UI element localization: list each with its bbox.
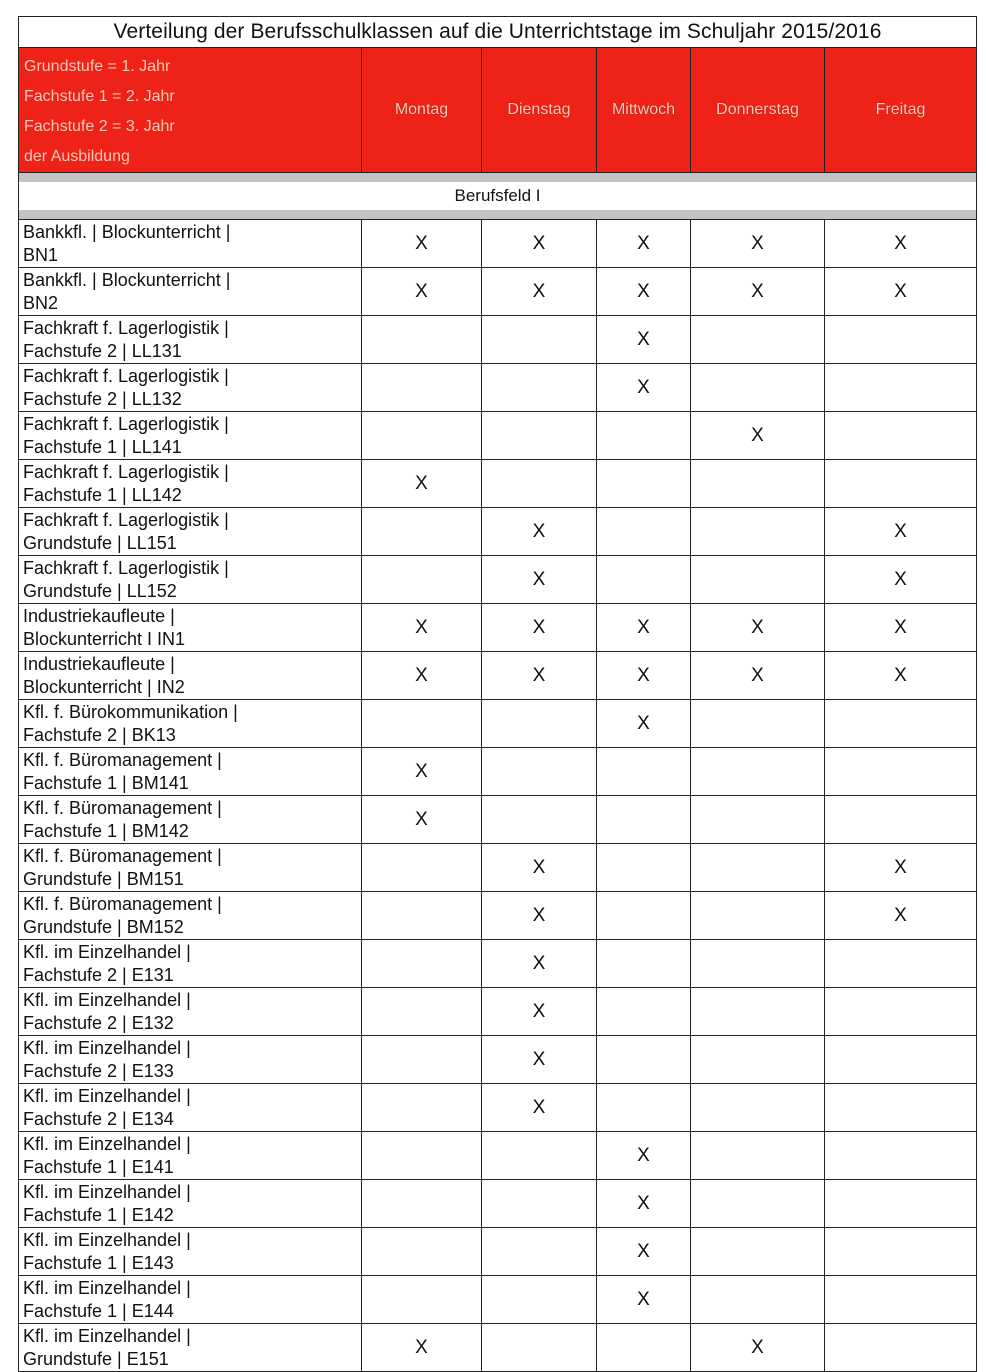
- day-mark-cell: X: [597, 1180, 691, 1228]
- day-mark-cell: [362, 1180, 482, 1228]
- table-row: [19, 844, 977, 892]
- class-name-cell: [19, 652, 362, 700]
- class-name-cell: [19, 1132, 362, 1180]
- section-label: Berufsfeld I: [454, 186, 541, 205]
- table-row: [19, 1276, 977, 1324]
- class-name-cell: [19, 604, 362, 652]
- class-name-cell: [19, 364, 362, 412]
- day-mark-cell: [691, 460, 825, 508]
- day-mark-cell: [825, 748, 977, 796]
- legend-line: der Ausbildung: [24, 148, 130, 165]
- class-name-cell: [19, 1036, 362, 1084]
- class-code-line: BN2: [23, 293, 59, 313]
- day-mark-cell: [482, 1324, 597, 1372]
- day-mark-cell: [362, 412, 482, 460]
- day-mark-cell: X: [597, 700, 691, 748]
- day-mark-cell: X: [362, 604, 482, 652]
- day-mark-cell: [597, 460, 691, 508]
- day-mark-cell: [691, 1276, 825, 1324]
- day-mark-cell: X: [362, 1324, 482, 1372]
- class-name-line: Kfl. im Einzelhandel |: [23, 1086, 191, 1106]
- class-code-line: Fachstufe 2 | LL131: [23, 341, 182, 361]
- day-mark-cell: [825, 1324, 977, 1372]
- class-name-line: Kfl. im Einzelhandel |: [23, 990, 191, 1010]
- day-mark-cell: [597, 1324, 691, 1372]
- class-name-cell: [19, 1228, 362, 1276]
- day-mark-cell: X: [597, 316, 691, 364]
- class-name-line: Kfl. im Einzelhandel |: [23, 1326, 191, 1346]
- page-title: Verteilung der Berufsschulklassen auf die Unterrichtstage im Schuljahr 2015/2016: [19, 17, 977, 48]
- day-mark-cell: X: [482, 1036, 597, 1084]
- day-mark-cell: X: [362, 460, 482, 508]
- class-name-line: Fachkraft f. Lagerlogistik |: [23, 414, 229, 434]
- class-name-cell: [19, 1180, 362, 1228]
- day-mark-cell: X: [482, 604, 597, 652]
- class-code-line: Fachstufe 1 | LL142: [23, 485, 182, 505]
- day-mark-cell: [691, 556, 825, 604]
- day-mark-cell: [362, 1036, 482, 1084]
- day-mark-cell: [362, 556, 482, 604]
- day-mark-cell: X: [597, 1276, 691, 1324]
- day-mark-cell: X: [362, 796, 482, 844]
- class-name-cell: [19, 556, 362, 604]
- class-name-line: Bankkfl. | Blockunterricht |: [23, 222, 231, 242]
- day-mark-cell: X: [362, 748, 482, 796]
- day-mark-cell: [362, 940, 482, 988]
- day-mark-cell: [691, 748, 825, 796]
- day-mark-cell: [825, 940, 977, 988]
- table-row: [19, 1036, 977, 1084]
- day-mark-cell: [362, 316, 482, 364]
- day-mark-cell: [825, 412, 977, 460]
- class-name-cell: [19, 796, 362, 844]
- table-row: [19, 268, 977, 316]
- day-mark-cell: [597, 1036, 691, 1084]
- day-header-donnerstag: Donnerstag: [691, 48, 825, 173]
- day-mark-cell: [825, 364, 977, 412]
- day-mark-cell: [597, 508, 691, 556]
- day-mark-cell: [482, 1132, 597, 1180]
- table-row: [19, 412, 977, 460]
- class-code-line: Blockunterricht I IN1: [23, 629, 186, 649]
- day-mark-cell: [825, 316, 977, 364]
- day-mark-cell: X: [597, 220, 691, 268]
- day-mark-cell: X: [825, 604, 977, 652]
- table-row: [19, 364, 977, 412]
- section-band: [19, 173, 976, 219]
- class-code-line: BN1: [23, 245, 59, 265]
- day-mark-cell: X: [825, 556, 977, 604]
- class-code-line: Grundstufe | LL152: [23, 581, 177, 601]
- title-row: [19, 17, 977, 48]
- day-mark-cell: X: [362, 268, 482, 316]
- day-mark-cell: [691, 364, 825, 412]
- class-name-line: Kfl. im Einzelhandel |: [23, 1038, 191, 1058]
- class-name-cell: [19, 460, 362, 508]
- table-row: [19, 796, 977, 844]
- day-mark-cell: [597, 844, 691, 892]
- day-mark-cell: [482, 412, 597, 460]
- table-row: [19, 1132, 977, 1180]
- class-name-line: Fachkraft f. Lagerlogistik |: [23, 462, 229, 482]
- day-mark-cell: X: [482, 1084, 597, 1132]
- day-mark-cell: [597, 940, 691, 988]
- day-mark-cell: [691, 1132, 825, 1180]
- day-mark-cell: [482, 1228, 597, 1276]
- class-code-line: Fachstufe 2 | E131: [23, 965, 174, 985]
- legend-line: Grundstufe = 1. Jahr: [24, 58, 171, 75]
- legend-line: Fachstufe 2 = 3. Jahr: [24, 118, 175, 135]
- day-mark-cell: X: [825, 268, 977, 316]
- day-mark-cell: [482, 1180, 597, 1228]
- day-mark-cell: [362, 700, 482, 748]
- class-code-line: Grundstufe | BM151: [23, 869, 184, 889]
- class-name-cell: [19, 748, 362, 796]
- schedule-sheet: [18, 16, 976, 1372]
- day-mark-cell: X: [691, 652, 825, 700]
- day-mark-cell: X: [825, 652, 977, 700]
- class-code-line: Fachstufe 2 | E134: [23, 1109, 174, 1129]
- table-row: [19, 940, 977, 988]
- day-mark-cell: X: [691, 268, 825, 316]
- class-name-line: Kfl. f. Büromanagement |: [23, 750, 222, 770]
- day-mark-cell: [691, 1228, 825, 1276]
- day-mark-cell: X: [482, 508, 597, 556]
- table-row: [19, 1180, 977, 1228]
- class-name-line: Kfl. f. Büromanagement |: [23, 798, 222, 818]
- class-name-line: Kfl. im Einzelhandel |: [23, 1134, 191, 1154]
- day-mark-cell: X: [482, 844, 597, 892]
- day-mark-cell: X: [691, 412, 825, 460]
- class-name-cell: [19, 700, 362, 748]
- day-mark-cell: X: [597, 1132, 691, 1180]
- day-mark-cell: [482, 1276, 597, 1324]
- day-mark-cell: X: [482, 220, 597, 268]
- class-name-line: Fachkraft f. Lagerlogistik |: [23, 558, 229, 578]
- day-mark-cell: [362, 1276, 482, 1324]
- day-mark-cell: [691, 844, 825, 892]
- class-code-line: Grundstufe | E151: [23, 1349, 169, 1369]
- class-name-line: Industriekaufleute |: [23, 654, 175, 674]
- table-row: [19, 1228, 977, 1276]
- day-mark-cell: [597, 1084, 691, 1132]
- day-mark-cell: X: [691, 220, 825, 268]
- day-header-dienstag: Dienstag: [482, 48, 597, 173]
- day-mark-cell: [362, 892, 482, 940]
- table-row: [19, 556, 977, 604]
- class-name-line: Kfl. im Einzelhandel |: [23, 1182, 191, 1202]
- day-mark-cell: [597, 412, 691, 460]
- day-mark-cell: [825, 460, 977, 508]
- class-name-cell: [19, 940, 362, 988]
- day-mark-cell: [825, 700, 977, 748]
- class-name-cell: [19, 412, 362, 460]
- day-mark-cell: [825, 1276, 977, 1324]
- legend-cell: [19, 48, 362, 173]
- day-mark-cell: [691, 1036, 825, 1084]
- day-mark-cell: [362, 1228, 482, 1276]
- class-name-line: Fachkraft f. Lagerlogistik |: [23, 366, 229, 386]
- section-band-top: [19, 173, 976, 182]
- section-cell: [19, 173, 977, 220]
- day-mark-cell: [825, 1036, 977, 1084]
- class-code-line: Grundstufe | BM152: [23, 917, 184, 937]
- day-mark-cell: X: [482, 556, 597, 604]
- class-name-line: Fachkraft f. Lagerlogistik |: [23, 318, 229, 338]
- class-code-line: Fachstufe 1 | E141: [23, 1157, 174, 1177]
- day-mark-cell: [597, 892, 691, 940]
- day-mark-cell: X: [597, 268, 691, 316]
- class-name-cell: [19, 1324, 362, 1372]
- day-mark-cell: [597, 988, 691, 1036]
- class-code-line: Fachstufe 2 | LL132: [23, 389, 182, 409]
- day-mark-cell: X: [482, 652, 597, 700]
- day-mark-cell: X: [482, 988, 597, 1036]
- table-row: [19, 508, 977, 556]
- day-mark-cell: [362, 1084, 482, 1132]
- table-row: [19, 988, 977, 1036]
- day-mark-cell: [825, 1228, 977, 1276]
- table-row: [19, 652, 977, 700]
- class-name-cell: [19, 268, 362, 316]
- day-mark-cell: [691, 1084, 825, 1132]
- day-mark-cell: [482, 364, 597, 412]
- class-name-cell: [19, 1084, 362, 1132]
- header-row: [19, 48, 977, 173]
- day-mark-cell: X: [691, 1324, 825, 1372]
- day-header-mittwoch: Mittwoch: [597, 48, 691, 173]
- table-row: [19, 1324, 977, 1372]
- day-mark-cell: X: [691, 604, 825, 652]
- schedule-table-body: [19, 17, 977, 1372]
- day-mark-cell: [362, 364, 482, 412]
- class-code-line: Fachstufe 1 | LL141: [23, 437, 182, 457]
- section-row: [19, 173, 977, 220]
- class-code-line: Fachstufe 1 | BM142: [23, 821, 189, 841]
- schedule-table: [18, 16, 977, 1372]
- day-mark-cell: X: [825, 892, 977, 940]
- day-mark-cell: [825, 1180, 977, 1228]
- day-mark-cell: [362, 844, 482, 892]
- day-mark-cell: X: [597, 604, 691, 652]
- day-mark-cell: [825, 1084, 977, 1132]
- class-code-line: Fachstufe 2 | E132: [23, 1013, 174, 1033]
- day-mark-cell: [597, 556, 691, 604]
- day-mark-cell: X: [597, 652, 691, 700]
- legend-line: Fachstufe 1 = 2. Jahr: [24, 88, 175, 105]
- class-name-cell: [19, 844, 362, 892]
- class-code-line: Fachstufe 2 | E133: [23, 1061, 174, 1081]
- class-code-line: Fachstufe 2 | BK13: [23, 725, 176, 745]
- day-mark-cell: [691, 700, 825, 748]
- day-mark-cell: X: [597, 1228, 691, 1276]
- class-name-cell: [19, 892, 362, 940]
- day-mark-cell: X: [825, 844, 977, 892]
- class-code-line: Grundstufe | LL151: [23, 533, 177, 553]
- class-name-cell: [19, 316, 362, 364]
- class-name-line: Fachkraft f. Lagerlogistik |: [23, 510, 229, 530]
- class-name-cell: [19, 988, 362, 1036]
- class-name-cell: [19, 1276, 362, 1324]
- day-mark-cell: X: [362, 220, 482, 268]
- day-mark-cell: [691, 796, 825, 844]
- day-mark-cell: [482, 316, 597, 364]
- day-mark-cell: [825, 1132, 977, 1180]
- table-row: [19, 604, 977, 652]
- class-code-line: Fachstufe 1 | E142: [23, 1205, 174, 1225]
- day-mark-cell: X: [482, 940, 597, 988]
- day-mark-cell: [691, 1180, 825, 1228]
- class-name-line: Bankkfl. | Blockunterricht |: [23, 270, 231, 290]
- table-row: [19, 220, 977, 268]
- day-mark-cell: [691, 892, 825, 940]
- class-name-line: Industriekaufleute |: [23, 606, 175, 626]
- class-code-line: Fachstufe 1 | E144: [23, 1301, 174, 1321]
- day-mark-cell: [597, 796, 691, 844]
- day-mark-cell: [825, 988, 977, 1036]
- day-mark-cell: X: [482, 268, 597, 316]
- table-row: [19, 700, 977, 748]
- day-mark-cell: [597, 748, 691, 796]
- class-code-line: Fachstufe 1 | E143: [23, 1253, 174, 1273]
- table-row: [19, 892, 977, 940]
- class-code-line: Fachstufe 1 | BM141: [23, 773, 189, 793]
- day-mark-cell: X: [825, 508, 977, 556]
- day-mark-cell: [825, 796, 977, 844]
- day-mark-cell: X: [597, 364, 691, 412]
- day-mark-cell: X: [482, 892, 597, 940]
- day-mark-cell: [362, 508, 482, 556]
- class-name-line: Kfl. f. Büromanagement |: [23, 894, 222, 914]
- class-name-line: Kfl. im Einzelhandel |: [23, 1230, 191, 1250]
- day-header-montag: Montag: [362, 48, 482, 173]
- class-name-line: Kfl. f. Büromanagement |: [23, 846, 222, 866]
- table-row: [19, 316, 977, 364]
- day-mark-cell: [482, 460, 597, 508]
- table-row: [19, 1084, 977, 1132]
- table-row: [19, 460, 977, 508]
- day-mark-cell: [482, 796, 597, 844]
- day-mark-cell: [362, 1132, 482, 1180]
- day-mark-cell: [691, 940, 825, 988]
- table-row: [19, 748, 977, 796]
- day-mark-cell: [362, 988, 482, 1036]
- day-mark-cell: [691, 316, 825, 364]
- day-mark-cell: [482, 700, 597, 748]
- class-name-line: Kfl. im Einzelhandel |: [23, 942, 191, 962]
- section-band-bottom: [19, 210, 976, 219]
- class-name-cell: [19, 220, 362, 268]
- day-mark-cell: [691, 508, 825, 556]
- day-mark-cell: X: [362, 652, 482, 700]
- day-header-freitag: Freitag: [825, 48, 977, 173]
- class-name-cell: [19, 508, 362, 556]
- day-mark-cell: [691, 988, 825, 1036]
- class-code-line: Blockunterricht | IN2: [23, 677, 185, 697]
- day-mark-cell: X: [825, 220, 977, 268]
- class-name-line: Kfl. im Einzelhandel |: [23, 1278, 191, 1298]
- day-mark-cell: [482, 748, 597, 796]
- class-name-line: Kfl. f. Bürokommunikation |: [23, 702, 238, 722]
